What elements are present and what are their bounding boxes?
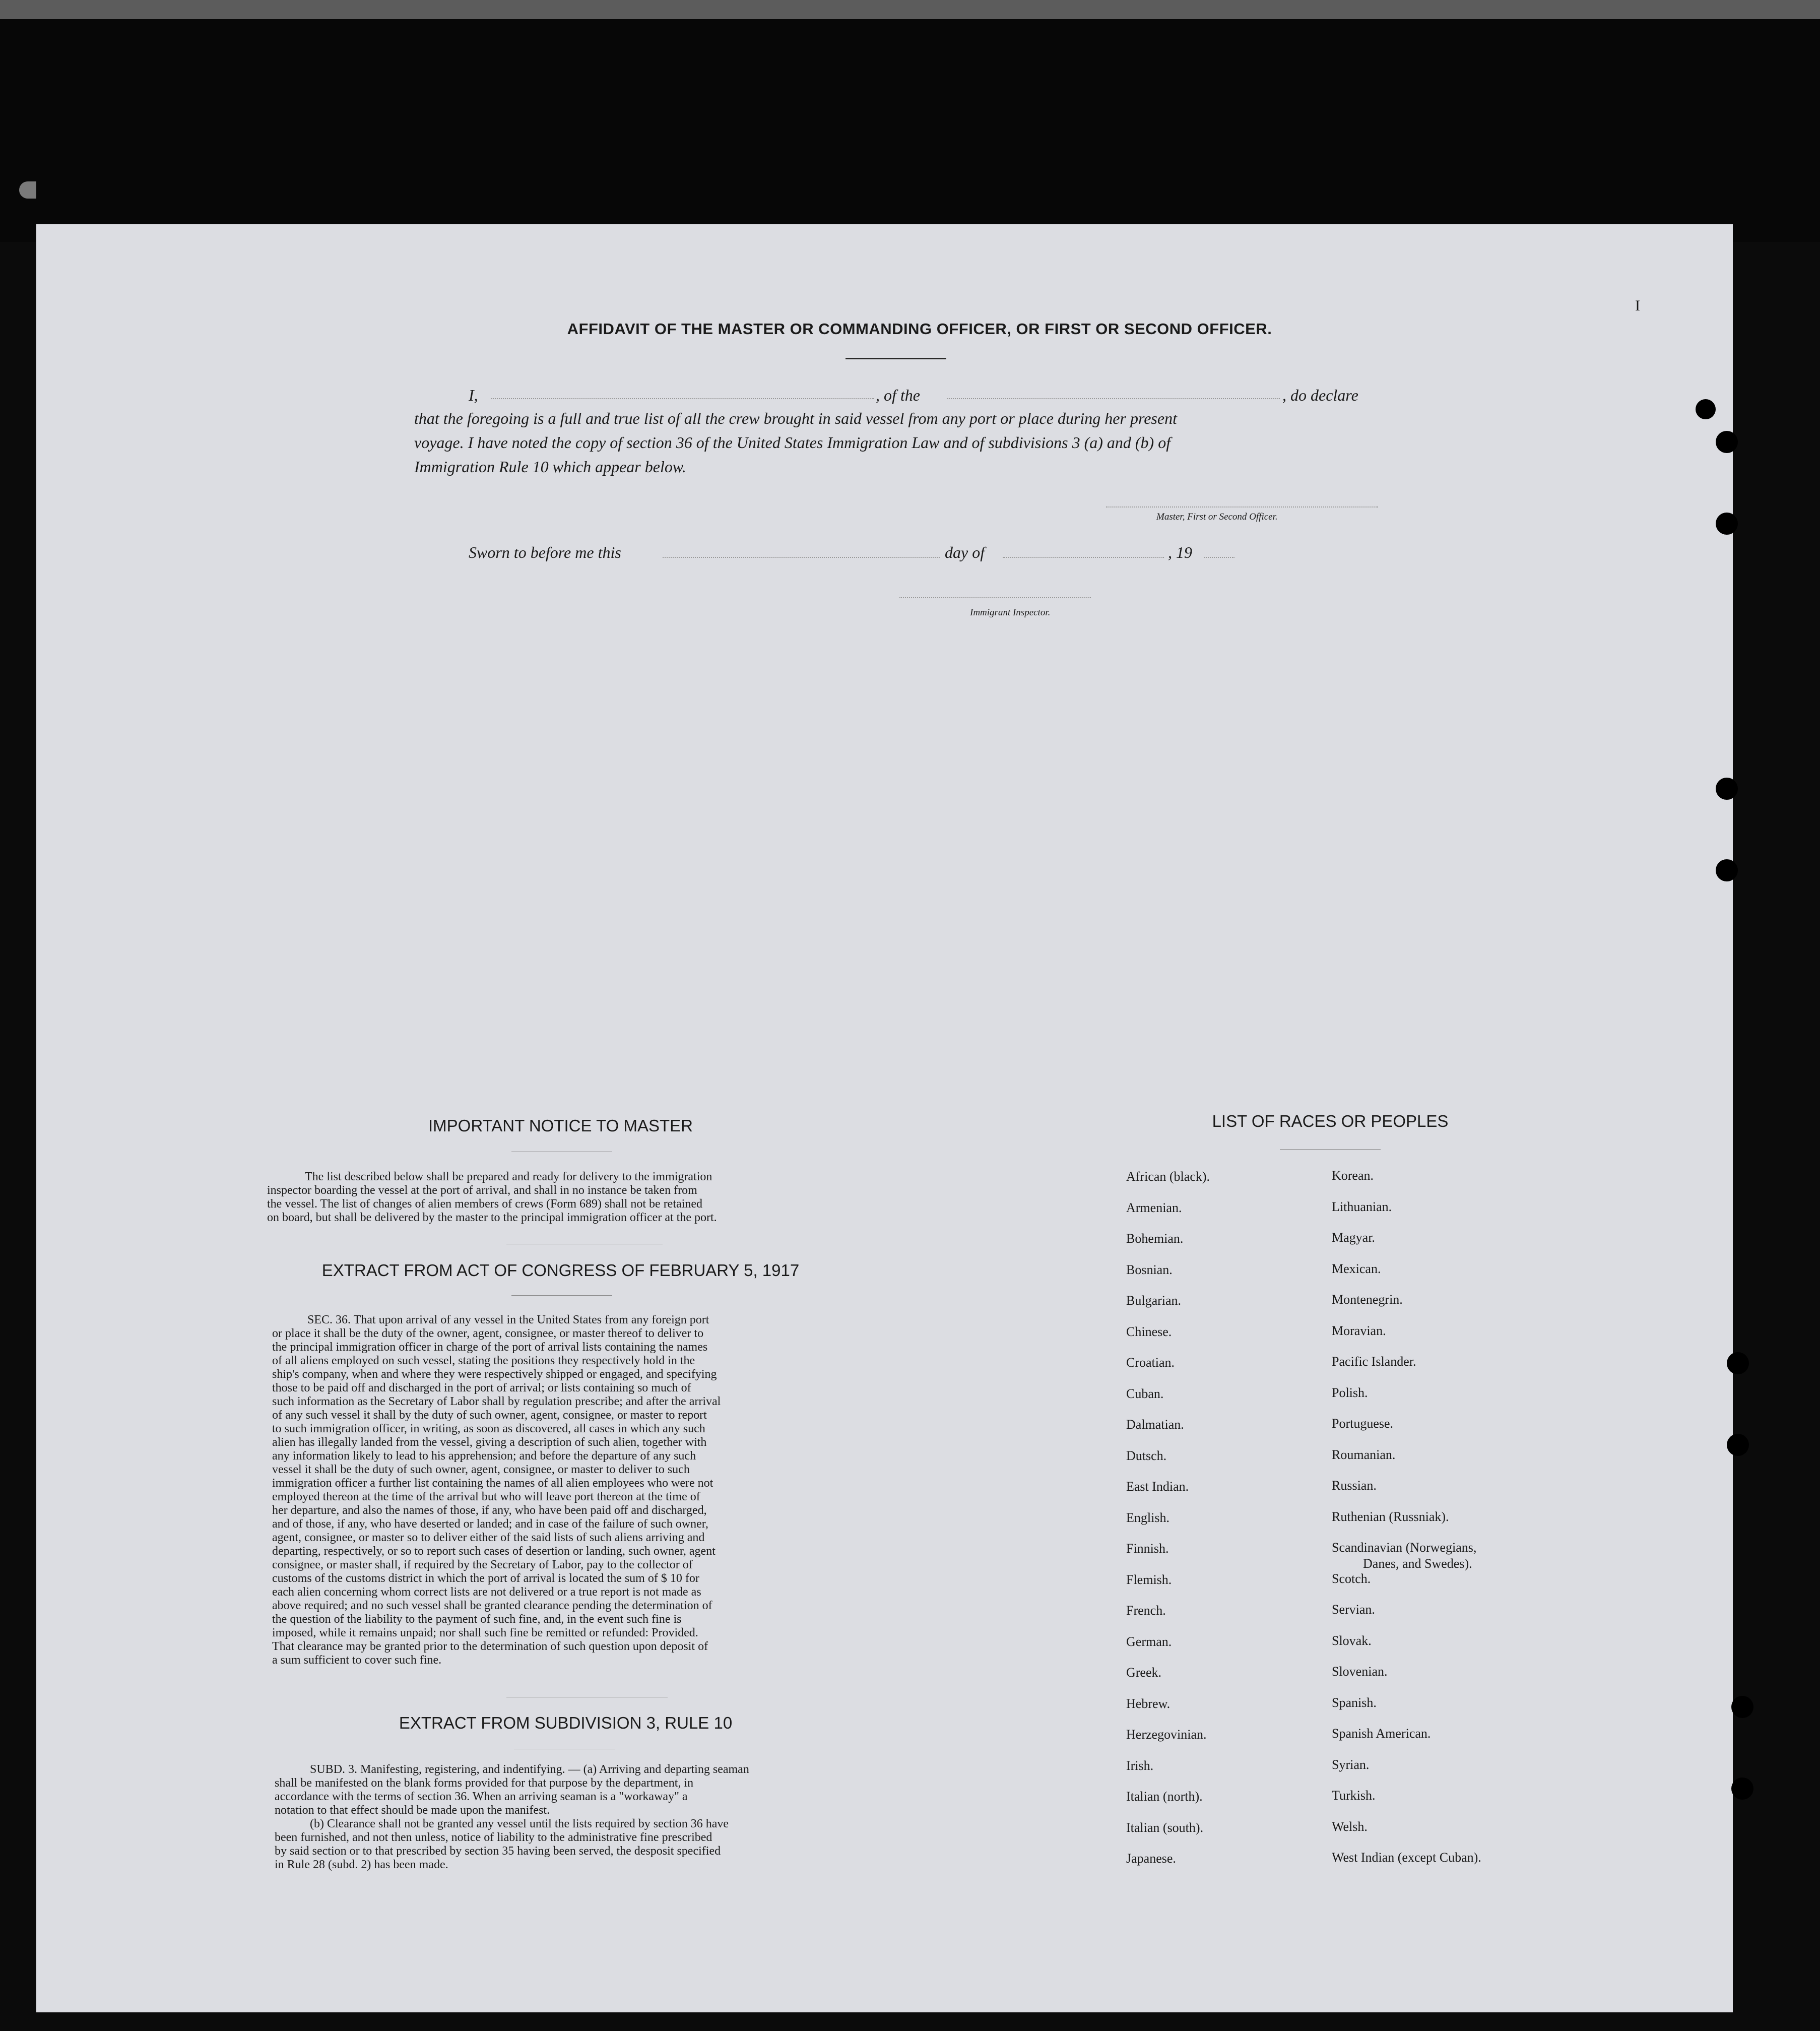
paragraph-line: notation to that effect should be made upon the manifest.	[275, 1804, 550, 1817]
race-item: Scotch.	[1332, 1571, 1371, 1586]
race-item: Japanese.	[1126, 1851, 1176, 1866]
paragraph-line: That clearance may be granted prior to the determination of such question upon deposit of	[272, 1640, 708, 1653]
race-item: Dalmatian.	[1126, 1417, 1184, 1432]
race-item: Pacific Islander.	[1332, 1354, 1416, 1369]
race-item: Servian.	[1332, 1602, 1375, 1617]
signer-caption: Master, First or Second Officer.	[1156, 512, 1278, 522]
race-item: East Indian.	[1126, 1479, 1189, 1494]
notice-line: on board, but shall be delivered by the master to the principal immigration officer at the port.	[267, 1211, 717, 1224]
paragraph-line: accordance with the terms of section 36. When an arriving seaman is a "workaway" a	[275, 1790, 688, 1803]
extract-act-body	[272, 1313, 857, 1667]
day-of-text: day of	[945, 543, 985, 561]
notice-line: the vessel. The list of changes of alien members of crews (Form 689) shall not be retained	[267, 1197, 702, 1211]
paragraph-line: each alien concerning whom correct lists are not delivered or a true report is not made as	[272, 1585, 701, 1599]
paragraph-line: any information likely to lead to his apprehension; and before the departure of any such	[272, 1449, 696, 1463]
day-blank	[663, 557, 940, 558]
race-item: Russian.	[1332, 1478, 1377, 1493]
punch-hole	[1716, 431, 1738, 453]
race-item: Mexican.	[1332, 1261, 1381, 1276]
punch-hole	[1716, 513, 1738, 535]
punch-hole	[1727, 1434, 1749, 1456]
paragraph-line: ship's company, when and where they were respectively shipped or engaged, and specifying	[272, 1368, 717, 1381]
microfilm-edge-strip	[0, 0, 1820, 19]
race-item: Ruthenian (Russniak).	[1332, 1509, 1449, 1524]
paragraph-line: employed thereon at the time of the arrival but who will leave port thereon at the time of	[272, 1490, 700, 1503]
race-item: Magyar.	[1332, 1230, 1375, 1245]
signature-line	[1106, 506, 1378, 507]
year-blank	[1204, 557, 1234, 558]
race-item: West Indian (except Cuban).	[1332, 1850, 1481, 1865]
paragraph-line: a sum sufficient to cover such fine.	[272, 1654, 442, 1667]
paragraph-line: alien has illegally landed from the vessel, giving a description of such alien, together with	[272, 1436, 707, 1449]
paragraph-line: by said section or to that prescribed by section 35 having been served, the desposit specified	[275, 1845, 721, 1858]
race-item: Flemish.	[1126, 1572, 1172, 1587]
affidavit-i: I,	[469, 386, 478, 404]
paragraph-line: agent, consignee, or master so to deliver either of the said lists of such aliens arriving and	[272, 1531, 705, 1544]
race-item: Chinese.	[1126, 1324, 1172, 1339]
name-blank	[491, 398, 874, 399]
race-item: Italian (south).	[1126, 1820, 1204, 1835]
paragraph-line: imposed, while it remains unpaid; nor shall such fine be remitted or refunded: Provided.	[272, 1626, 698, 1639]
race-continuation: Danes, and Swedes).	[1363, 1556, 1472, 1571]
race-item: Lithuanian.	[1332, 1199, 1392, 1214]
race-item: Turkish.	[1332, 1788, 1376, 1803]
vessel-blank	[947, 398, 1280, 399]
inspector-signature-line	[899, 597, 1091, 598]
sworn-text: Sworn to before me this	[469, 543, 621, 561]
month-blank	[1003, 557, 1164, 558]
paragraph-line: the question of the liability to the payment of such fine, and, in the event such fine is	[272, 1613, 682, 1626]
notice-title: IMPORTANT NOTICE TO MASTER	[428, 1116, 693, 1135]
paragraph-line: of all aliens employed on such vessel, stating the positions they respectively hold in the	[272, 1354, 695, 1367]
paragraph-line: her departure, and also the names of those, if any, who have been paid off and discharged,	[272, 1504, 707, 1517]
races-column-2	[1332, 1168, 1564, 1881]
paragraph-line: SUBD. 3. Manifesting, registering, and indentifying. — (a) Arriving and departing seaman	[310, 1763, 749, 1776]
affidavit-line-2: that the foregoing is a full and true list of all the crew brought in said vessel from any port or place during her present	[414, 409, 1177, 427]
paragraph-line: such information as the Secretary of Labor shall by regulation prescribe; and after the arrival	[272, 1395, 721, 1408]
paragraph-line: above required; and no such vessel shall be granted clearance pending the determination of	[272, 1599, 712, 1612]
race-item: Syrian.	[1332, 1757, 1370, 1772]
extract-act-rule	[511, 1295, 612, 1296]
race-item: Polish.	[1332, 1385, 1368, 1400]
year-text: , 19	[1168, 543, 1192, 561]
race-item: Dutsch.	[1126, 1448, 1167, 1463]
race-item: African (black).	[1126, 1169, 1210, 1184]
paragraph-line: (b) Clearance shall not be granted any vessel until the lists required by section 36 have	[310, 1817, 729, 1830]
race-item: Scandinavian (Norwegians,	[1332, 1540, 1477, 1555]
race-item: Slovenian.	[1332, 1664, 1388, 1679]
paragraph-line: or place it shall be the duty of the owner, agent, consignee, or master thereof to deliver to	[272, 1327, 704, 1340]
paragraph-line: vessel it shall be the duty of such owner, agent, consignee, or master to deliver to such	[272, 1463, 690, 1476]
title-underline	[846, 358, 946, 359]
race-item: Croatian.	[1126, 1355, 1175, 1370]
race-item: Bulgarian.	[1126, 1293, 1182, 1308]
race-item: Finnish.	[1126, 1541, 1169, 1556]
races-title-rule	[1280, 1149, 1381, 1150]
race-item: Bosnian.	[1126, 1262, 1173, 1277]
paragraph-line: departing, respectively, or so to report such cases of desertion or landing, such owner, agent	[272, 1545, 716, 1558]
race-item: Hebrew.	[1126, 1696, 1171, 1711]
races-column-1	[1126, 1169, 1318, 1882]
race-item: Roumanian.	[1332, 1447, 1396, 1462]
race-item: Montenegrin.	[1332, 1292, 1403, 1307]
paragraph-line: consignee, or master shall, if required by the Secretary of Labor, pay to the collector of	[272, 1558, 693, 1571]
race-item: Portuguese.	[1332, 1416, 1394, 1431]
paragraph-line: to such immigration officer, in writing, as soon as discovered, all cases in which any such	[272, 1422, 705, 1435]
notice-line: inspector boarding the vessel at the port of arrival, and shall in no instance be taken from	[267, 1184, 697, 1197]
extract-rule-body	[275, 1763, 859, 1872]
race-item: Greek.	[1126, 1665, 1162, 1680]
race-item: Irish.	[1126, 1758, 1154, 1773]
race-item: Armenian.	[1126, 1200, 1182, 1215]
punch-hole	[1731, 1696, 1753, 1718]
race-item: Cuban.	[1126, 1386, 1164, 1401]
races-title: LIST OF RACES OR PEOPLES	[1212, 1112, 1449, 1130]
punch-hole	[1731, 1778, 1753, 1800]
paragraph-line: customs of the customs district in which the port of arrival is located the sum of $ 10 for	[272, 1572, 699, 1585]
race-item: Moravian.	[1332, 1323, 1386, 1338]
extract-act-title: EXTRACT FROM ACT OF CONGRESS OF FEBRUARY 5, 1917	[321, 1261, 800, 1280]
affidavit-title: AFFIDAVIT OF THE MASTER OR COMMANDING OFFICER, OR FIRST OR SECOND OFFICER.	[567, 320, 1272, 338]
punch-hole	[1727, 1352, 1749, 1374]
extract-rule-title: EXTRACT FROM SUBDIVISION 3, RULE 10	[399, 1713, 733, 1732]
inspector-caption: Immigrant Inspector.	[970, 607, 1051, 618]
race-item: German.	[1126, 1634, 1172, 1649]
punch-hole	[1716, 859, 1738, 881]
film-notch-mark	[19, 181, 36, 199]
punch-hole	[1716, 778, 1738, 800]
race-item: Slovak.	[1332, 1633, 1372, 1648]
paragraph-line: the principal immigration officer in charge of the port of arrival lists containing the names	[272, 1341, 708, 1354]
affidavit-do-declare: , do declare	[1282, 386, 1358, 404]
paragraph-line: those to be paid off and discharged in the port of arrival; or lists containing so much of	[272, 1381, 691, 1394]
race-item: Italian (north).	[1126, 1789, 1203, 1804]
paragraph-line: shall be manifested on the blank forms provided for that purpose by the department, in	[275, 1776, 694, 1790]
race-item: English.	[1126, 1510, 1169, 1525]
corner-mark: I	[1635, 297, 1640, 314]
paragraph-line: been furnished, and not then unless, notice of liability to the administrative fine prescribed	[275, 1831, 712, 1844]
notice-body	[267, 1170, 854, 1225]
race-item: Bohemian.	[1126, 1231, 1184, 1246]
affidavit-line-3: voyage. I have noted the copy of section 36 of the United States Immigration Law and of subdivisions 3 (a) and (b) of	[414, 433, 1171, 452]
race-item: Korean.	[1332, 1168, 1374, 1183]
race-item: Welsh.	[1332, 1819, 1368, 1834]
microfilm-border	[0, 0, 1820, 242]
paragraph-line: of any such vessel it shall by the duty of such owner, agent, consignee, or master to report	[272, 1409, 707, 1422]
paragraph-line: in Rule 28 (subd. 2) has been made.	[275, 1858, 448, 1871]
notice-line: The list described below shall be prepared and ready for delivery to the immigration	[305, 1170, 712, 1183]
paragraph-line: SEC. 36. That upon arrival of any vessel in the United States from any foreign port	[307, 1313, 709, 1326]
race-item: Herzegovinian.	[1126, 1727, 1207, 1742]
race-item: Spanish American.	[1332, 1726, 1431, 1741]
punch-hole	[1696, 399, 1716, 419]
paragraph-line: and of those, if any, who have deserted or landed; and in case of the failure of such owner,	[272, 1517, 708, 1531]
paragraph-line: immigration officer a further list containing the names of all alien employees who were not	[272, 1477, 713, 1490]
race-item: French.	[1126, 1603, 1166, 1618]
race-item: Spanish.	[1332, 1695, 1377, 1710]
affidavit-line-4: Immigration Rule 10 which appear below.	[414, 458, 686, 476]
affidavit-of-the: , of the	[876, 386, 920, 404]
